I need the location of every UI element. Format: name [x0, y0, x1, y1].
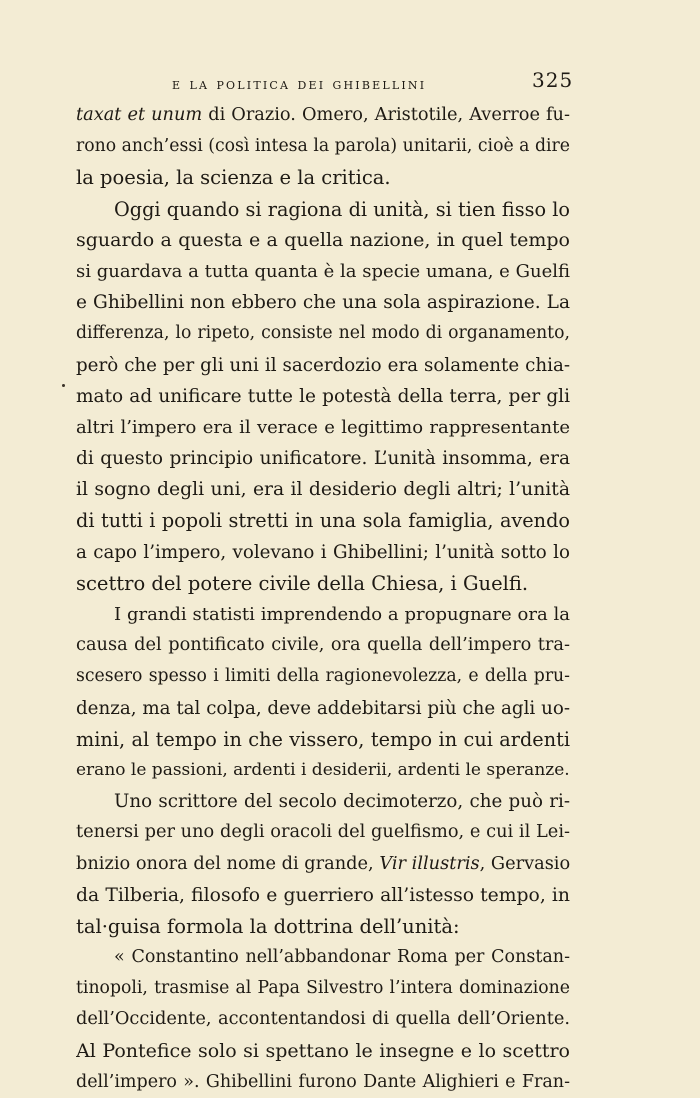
text-segment: causa del pontificato civile, ora quella dell’impero tra-	[76, 635, 570, 656]
text-segment: mini, al tempo in che vissero, tempo in cui ardenti	[76, 727, 570, 751]
text-line	[76, 786, 570, 817]
text-segment: a capo l’impero, volevano i Ghibellini; l’unità sotto lo	[76, 541, 570, 563]
text-segment: Oggi quando si ragiona di unità, si tien fisso lo	[114, 197, 570, 221]
text-body	[76, 100, 570, 1098]
text-segment: di questo principio unificatore. L’unità insomma, era	[76, 448, 570, 470]
page-header	[0, 68, 700, 98]
page-number: 325	[532, 68, 574, 92]
text-line	[76, 880, 570, 911]
text-line	[76, 225, 570, 256]
text-line	[76, 661, 570, 692]
text-segment: da Tilberia, filosofo e guerriero all’istesso tempo, in	[76, 884, 570, 906]
text-line	[76, 318, 570, 349]
text-line	[76, 724, 570, 755]
text-segment: erano le passioni, ardenti i desiderii, ardenti le speranze.	[76, 759, 570, 780]
text-segment: denza, ma tal colpa, deve addebitarsi più che agli uo-	[76, 697, 570, 719]
text-line	[76, 942, 570, 973]
text-line	[76, 287, 570, 318]
italic-text: Vir illustris	[379, 853, 480, 874]
text-segment: sguardo a questa e a quella nazione, in quel tempo	[76, 228, 570, 251]
text-segment: mato ad unificare tutte le potestà della terra, per gli	[76, 385, 570, 407]
text-segment: bnizio onora del nome di grande,	[76, 853, 380, 874]
text-segment: si guardava a tutta quanta è la specie umana, e Guelfi	[76, 260, 570, 282]
text-segment: tenersi per uno degli oracoli del guelfismo, e cui il Lei-	[76, 822, 570, 843]
italic-text: taxat et unum	[76, 105, 203, 125]
text-segment: dell’impero ». Ghibellini furono Dante Alighieri e Fran-	[76, 1071, 570, 1092]
text-line	[76, 350, 570, 381]
text-line	[76, 381, 570, 412]
text-segment: dell’Occidente, accontentandosi di quella dell’Oriente.	[76, 1009, 570, 1030]
text-segment: Al Pontefice solo si spettano le insegne e lo scettro	[76, 1039, 570, 1062]
text-segment: scettro del potere civile della Chiesa, i Guelfi.	[76, 571, 529, 595]
text-segment: rono anch’essi (così intesa la parola) unitarii, cioè a dire	[76, 136, 570, 157]
text-line	[76, 973, 570, 1004]
text-segment: di Orazio. Omero, Aristotile, Averroe fu-	[202, 105, 570, 125]
text-line	[76, 194, 570, 225]
text-line	[76, 849, 570, 880]
text-segment: tal·guisa formola la dottrina dell’unità:	[76, 914, 460, 938]
text-segment: tinopoli, trasmise al Papa Silvestro l’intera dominazione	[76, 978, 570, 999]
text-line	[76, 911, 570, 942]
text-line	[76, 630, 570, 661]
text-line	[76, 755, 570, 786]
text-segment: scesero spesso i limiti della ragionevolezza, e della pru-	[76, 666, 570, 687]
text-line	[76, 1004, 570, 1035]
text-line	[76, 599, 570, 630]
text-line	[76, 568, 570, 599]
text-line	[76, 162, 570, 193]
text-line	[76, 443, 570, 474]
text-line	[76, 131, 570, 162]
running-head: e la politica dei ghibellini	[172, 74, 427, 93]
text-segment: di tutti i popoli stretti in una sola famiglia, avendo	[76, 509, 570, 533]
text-line	[76, 100, 570, 131]
text-line	[76, 1036, 570, 1067]
text-segment: , Gervasio	[479, 853, 570, 874]
text-line	[76, 817, 570, 848]
text-segment: altri l’impero era il verace e legittimo rappresentante	[76, 416, 570, 438]
text-segment: differenza, lo ripeto, consiste nel modo di organamento,	[76, 323, 570, 344]
text-line	[76, 505, 570, 536]
text-line	[76, 1067, 570, 1098]
text-line	[76, 474, 570, 505]
text-segment: I grandi statisti imprendendo a propugnare ora la	[114, 604, 570, 625]
text-segment: « Constantino nell’abbandonar Roma per Constan-	[114, 947, 570, 968]
text-line	[76, 693, 570, 724]
text-line	[76, 256, 570, 287]
text-segment: Uno scrittore del secolo decimoterzo, che può ri-	[114, 791, 570, 813]
text-segment: e Ghibellini non ebbero che una sola aspirazione. La	[76, 292, 570, 314]
text-segment: però che per gli uni il sacerdozio era solamente chia-	[76, 354, 570, 376]
margin-mark	[62, 384, 65, 387]
text-segment: la poesia, la scienza e la critica.	[76, 166, 391, 190]
text-segment: il sogno degli uni, era il desiderio degli altri; l’unità	[76, 479, 570, 501]
text-line	[76, 537, 570, 568]
text-line	[76, 412, 570, 443]
